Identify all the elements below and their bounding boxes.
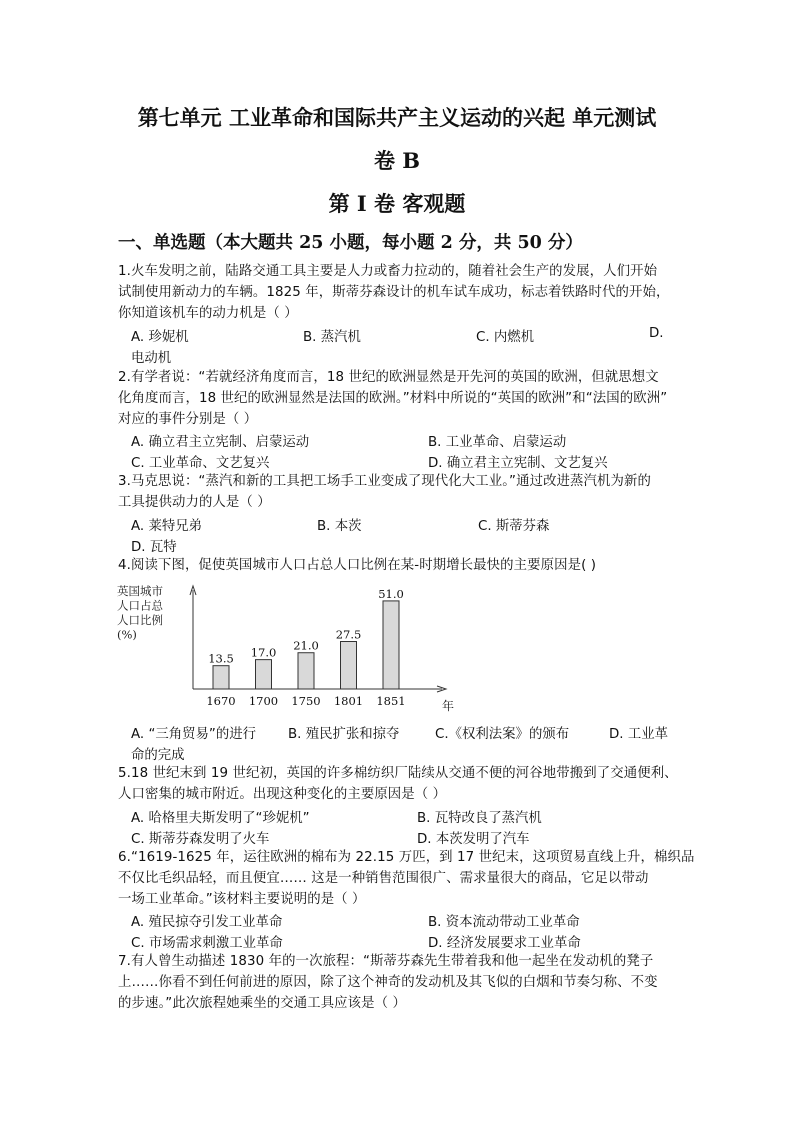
x-axis-label: 年 (442, 699, 455, 713)
question-text-line: 7.有人曾生动描述 1830 年的一次旅程：“斯蒂芬森先生带着我和他一起坐在发动机的凳子 (118, 954, 654, 969)
option-c[interactable]: C. 斯蒂芬森发明了火车 (131, 832, 270, 847)
bar-value-label: 13.5 (208, 651, 234, 666)
bar-value-label: 21.0 (293, 638, 319, 653)
question-text-line: 人口密集的城市附近。出现这种变化的主要原因是（ ） (118, 786, 447, 802)
option-b[interactable]: B. 瓦特改良了蒸汽机 (417, 811, 542, 826)
question-text-line: 1.火车发明之前，陆路交通工具主要是人力或畜力拉动的，随着社会生产的发展，人们开始 (118, 264, 658, 279)
option-d[interactable]: D. 确立君主立宪制、文艺复兴 (428, 456, 608, 471)
x-tick-label: 1801 (333, 694, 364, 708)
option-a[interactable]: A. 莱特兄弟 (131, 519, 202, 534)
question-text-line: 对应的事件分别是（ ） (118, 411, 258, 427)
population-bar-chart (116, 580, 456, 715)
bar (341, 642, 357, 690)
question-text-line: 一场工业革命。”该材料主要说明的是（ ） (118, 891, 366, 907)
question-text-line: 试制使用新动力的车辆。1825 年，斯蒂芬森设计的机车试车成功，标志着铁路时代的开始， (118, 284, 670, 300)
chart-bars (206, 587, 405, 708)
option-a[interactable]: A. “三角贸易”的进行 (131, 727, 257, 742)
x-tick-label: 1851 (376, 694, 406, 708)
x-tick-label: 1700 (248, 694, 279, 708)
option-b[interactable]: B. 殖民扩张和掠夺 (288, 727, 400, 742)
option-b[interactable]: B. 蒸汽机 (303, 330, 361, 345)
option-d-text: 命的完成 (131, 748, 185, 763)
question-2 (118, 368, 678, 430)
bar-value-label: 27.5 (335, 627, 362, 642)
bar (383, 601, 399, 689)
y-axis-label-line: 人口比例 (117, 613, 163, 627)
question-text-line: 你知道该机车的动力机是（ ） (118, 305, 298, 321)
section-heading: 一、单选题（本大题共 25 小题，每小题 2 分，共 50 分） (118, 233, 583, 253)
question-3 (118, 472, 678, 514)
option-b[interactable]: B. 工业革命、启蒙运动 (428, 435, 567, 450)
y-axis-label-line: 人口占总 (117, 598, 163, 613)
option-a[interactable]: A. 殖民掠夺引发工业革命 (131, 915, 283, 930)
bar-value-label: 17.0 (250, 645, 277, 660)
y-axis-label-line: 英国城市 (117, 584, 163, 598)
y-axis-label (117, 584, 163, 642)
option-d[interactable]: D. 工业革 (609, 727, 668, 742)
question-text-line: 3.马克思说：“蒸汽和新的工具把工场手工业变成了现代化大工业。”通过改进蒸汽机为新的 (118, 474, 651, 489)
exam-title: 第七单元 工业革命和国际共产主义运动的兴起 单元测试 (137, 105, 657, 130)
option-c[interactable]: C. 市场需求刺激工业革命 (131, 936, 283, 951)
bar (213, 666, 229, 689)
exam-volume: 卷 B (373, 148, 421, 173)
part-title: 第 I 卷 客观题 (328, 191, 466, 216)
option-d-text: 电动机 (131, 351, 172, 366)
question-5 (118, 764, 678, 806)
option-a[interactable]: A. 哈格里夫斯发明了“珍妮机” (131, 811, 310, 826)
option-d[interactable]: D. 经济发展要求工业革命 (428, 936, 581, 951)
question-7 (118, 952, 678, 1014)
bar (256, 660, 272, 689)
question-text-line: 6.“1619-1625 年，运往欧洲的棉布为 22.15 万匹，到 17 世纪末，这项贸易直线上升，棉织品 (118, 850, 695, 865)
question-6 (118, 848, 695, 910)
question-text-line: 4.阅读下图，促使英国城市人口占总人口比例在某-时期增长最快的主要原因是( ) (118, 558, 597, 573)
question-text-line: 的步速。”此次旅程她乘坐的交通工具应该是（ ） (118, 995, 406, 1011)
option-c[interactable]: C. 斯蒂芬森 (478, 519, 550, 534)
option-c[interactable]: C.《权利法案》的颁布 (435, 727, 570, 742)
option-d[interactable]: D. (649, 326, 664, 341)
y-axis-label-line: (%) (117, 627, 137, 642)
option-b[interactable]: B. 本茨 (317, 519, 362, 534)
option-c[interactable]: C. 工业革命、文艺复兴 (131, 456, 270, 471)
question-text-line: 上……你看不到任何前进的原因，除了这个神奇的发动机及其飞似的白烟和节奏匀称、不变 (118, 974, 658, 990)
option-d[interactable]: D. 本茨发明了汽车 (417, 832, 530, 847)
option-a[interactable]: A. 确立君主立宪制、启蒙运动 (131, 435, 310, 450)
option-b[interactable]: B. 资本流动带动工业革命 (428, 915, 580, 930)
question-1 (118, 262, 678, 324)
option-d[interactable]: D. 瓦特 (131, 540, 177, 555)
question-text-line: 2.有学者说：“若就经济角度而言，18 世纪的欧洲显然是开先河的英国的欧洲，但就思想文 (118, 370, 659, 385)
question-text-line: 工具提供动力的人是（ ） (118, 494, 271, 510)
x-tick-label: 1670 (206, 694, 236, 708)
option-c[interactable]: C. 内燃机 (476, 330, 535, 345)
bar-value-label: 51.0 (378, 586, 404, 601)
option-a[interactable]: A. 珍妮机 (131, 330, 189, 345)
question-text-line: 5.18 世纪末到 19 世纪初，英国的许多棉纺织厂陆续从交通不便的河谷地带搬到了交通便利、 (118, 766, 678, 781)
question-4 (118, 556, 718, 577)
question-text-line: 化角度而言，18 世纪的欧洲显然是法国的欧洲。”材料中所说的“英国的欧洲”和“法国的欧洲” (118, 390, 668, 406)
bar (298, 653, 314, 689)
x-tick-label: 1750 (291, 694, 321, 708)
question-text-line: 不仅比毛织品轻，而且便宜…… 这是一种销售范围很广、需求量很大的商品，它足以带动 (118, 870, 649, 886)
